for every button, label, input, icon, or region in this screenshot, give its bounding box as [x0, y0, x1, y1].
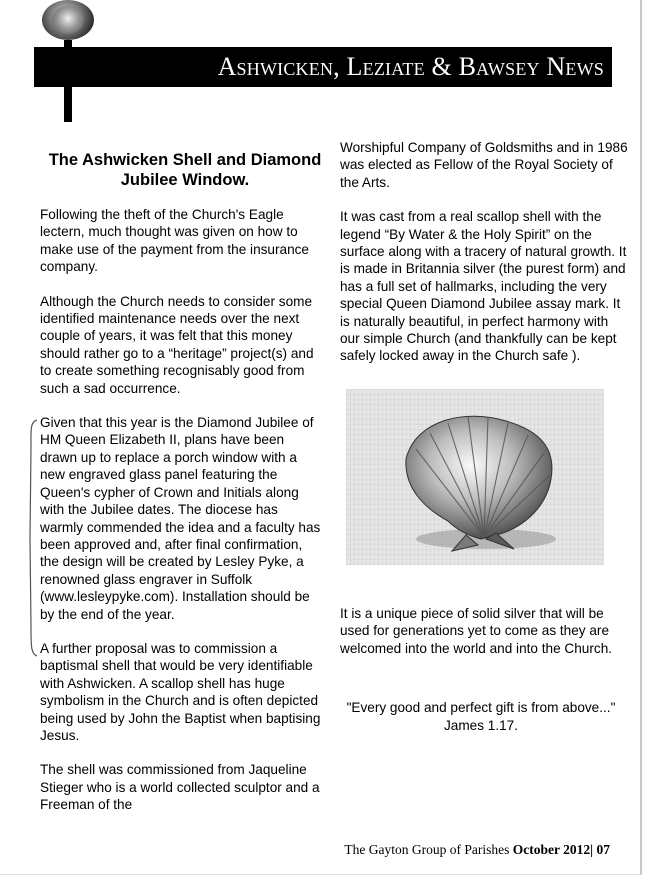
- left-column: [40, 150, 322, 831]
- right-column: [340, 139, 630, 734]
- page-footer: The Gayton Group of Parishes October 2012| 07: [344, 842, 610, 857]
- footer-page-number: 07: [596, 842, 610, 857]
- masthead-title: Ashwicken, Leziate & Bawsey News: [217, 52, 604, 81]
- paragraph: A further proposal was to commission a baptismal shell that would be very identifiable with Ashwicken. A scallop shell has huge symbolism in the Church and is often depicted being used by John the Baptist when baptising Jesus.: [40, 640, 321, 743]
- paragraph: Following the theft of the Church's Eagle lectern, much thought was given on how to make use of the payment from the insurance company.: [40, 207, 309, 275]
- paragraph: It is a unique piece of solid silver that will be used for generations yet to come as they are welcomed into the world and into the Church.: [340, 605, 613, 656]
- scallop-shell-icon: [346, 389, 604, 565]
- footer-issue: October 2012: [512, 842, 591, 857]
- paragraph: Given that this year is the Diamond Jubilee of HM Queen Elizabeth II, plans have been drawn up to replace a porch window with a new engraved glass panel featuring the Queen's cypher of Crown and Initials along with the Jubilee dates. The diocese has warmly commended the idea and a faculty has been approved and, after final confirmation, the design will be created by Lesley Pyke, a renowned glass engraver in Suffolk (www.lesleypyke.com). Installation should be by the end of the year.: [40, 415, 321, 622]
- bible-quote: "Every good and perfect gift is from above..." James 1.17.: [346, 700, 616, 733]
- footer-group: The Gayton Group of Parishes: [344, 842, 510, 857]
- handwritten-bracket-mark: [28, 418, 38, 658]
- paragraph: The shell was commissioned from Jaqueline Stieger who is a world collected sculptor and a Freeman of the: [40, 762, 320, 813]
- article-title: The Ashwicken Shell and Diamond Jubilee Window.: [48, 151, 322, 189]
- masthead-banner: [34, 47, 612, 87]
- scallop-shell-photo: [346, 389, 604, 565]
- paragraph: Worshipful Company of Goldsmiths and in 1986 was elected as Fellow of the Royal Society of the Arts.: [340, 140, 628, 190]
- paragraph: It was cast from a real scallop shell with the legend “By Water & the Holy Spirit” on the surface along with a tracery of natural growth. It is made in Britannia silver (the purest form) and has a full set of hallmarks, including the very special Queen Diamond Jubilee assay mark. It is naturally beautiful, in perfect harmony with our simple Church (and thankfully can be kept safely locked away in the Church safe ).: [340, 209, 627, 364]
- finial-face-icon: [52, 6, 84, 34]
- paragraph: Although the Church needs to consider some identified maintenance needs over the next couple of years, it was felt that this money should rather go to a “heritage” project(s) and to create something recognisably good from such a sad occurrence.: [40, 293, 314, 396]
